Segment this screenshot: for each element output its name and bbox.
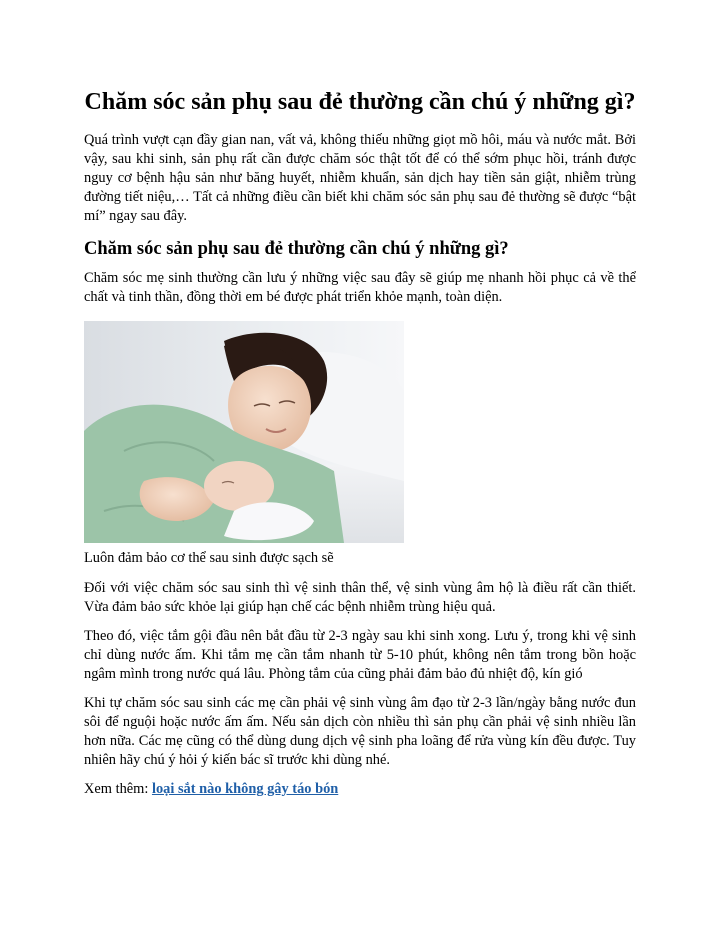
body-paragraph-2: Theo đó, việc tắm gội đầu nên bắt đầu từ 2-3 ngày sau khi sinh xong. Lưu ý, trong khi vệ sinh chỉ dùng nước ấm. Khi tắm mẹ cần tắm nhanh từ 5-10 phút, không nên tắm trong bồn hoặc ngâm mình trong nước quá lâu. Phòng tắm của cũng phải đảm bảo đủ nhiệt độ, kín gió xyxy=(84,628,636,682)
see-more-label: Xem thêm: xyxy=(84,781,149,797)
body-paragraph-3: Khi tự chăm sóc sau sinh các mẹ cần phải vệ sinh vùng âm đạo từ 2-3 lần/ngày bằng nước đun sôi để nguội hoặc nước ấm ấm. Nếu sản dịch còn nhiều thì sản phụ cần phải vệ sinh nhiều lần hơn nữa. Các mẹ cũng có thể dùng dung dịch vệ sinh pha loãng để rửa vùng kín đều được. Tuy nhiên hãy chú ý hỏi ý kiến bác sĩ trước khi dùng nhé. xyxy=(84,695,636,768)
image-caption: Luôn đảm bảo cơ thể sau sinh được sạch sẽ xyxy=(84,550,334,566)
see-more-link[interactable]: loại sắt nào không gây táo bón xyxy=(151,781,339,797)
intro-paragraph: Quá trình vượt cạn đầy gian nan, vất vả, không thiếu những giọt mồ hôi, máu và nước mắt. Bởi vậy, sau khi sinh, sản phụ rất cần được chăm sóc thật tốt để có thể sớm phục hồi, tránh được nguy cơ bệnh hậu sản như băng huyết, nhiễm khuẩn, sản dịch hay tiền sản giật, nhiễm trùng đường tiết niệu,… Tất cả những điều cần biết khi chăm sóc sản phụ sau đẻ thường sẽ được “bật mí” ngay sau đây. xyxy=(84,132,636,224)
mother-baby-photo xyxy=(84,321,404,543)
section-intro-paragraph: Chăm sóc mẹ sinh thường cần lưu ý những việc sau đây sẽ giúp mẹ nhanh hồi phục cả về thể chất và tinh thần, đồng thời em bé được phát triển khỏe mạnh, toàn diện. xyxy=(84,270,636,305)
section-heading: Chăm sóc sản phụ sau đẻ thường cần chú ý những gì? xyxy=(84,239,509,259)
see-more-line xyxy=(84,780,636,799)
page-title: Chăm sóc sản phụ sau đẻ thường cần chú ý những gì? xyxy=(84,89,636,115)
body-paragraph-1: Đối với việc chăm sóc sau sinh thì vệ sinh thân thể, vệ sinh vùng âm hộ là điều rất cần thiết. Vừa đảm bảo sức khỏe lại giúp hạn chế các bệnh nhiễm trùng hiệu quả. xyxy=(84,580,636,615)
document-page xyxy=(84,0,636,799)
